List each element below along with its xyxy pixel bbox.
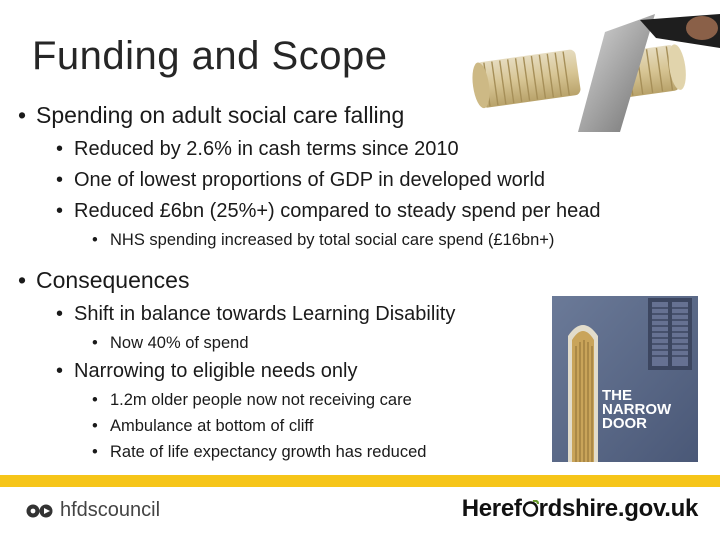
bullet-level3: • Now 40% of spend bbox=[92, 334, 249, 352]
herefordshire-gov-brand: Heref rdshire.gov.uk bbox=[461, 495, 698, 522]
bullet-level2: • One of lowest proportions of GDP in developed world bbox=[56, 169, 546, 191]
bullet-level1: • Consequences bbox=[18, 267, 190, 293]
bullet-level3: • Rate of life expectancy growth has reduced bbox=[92, 443, 427, 461]
narrow-door-photo bbox=[552, 296, 698, 462]
bullet-level2: • Narrowing to eligible needs only bbox=[56, 360, 358, 382]
door-text-the: THE bbox=[602, 387, 632, 404]
hfds-logo-icon bbox=[26, 503, 54, 519]
herefordshire-o-icon bbox=[522, 500, 539, 517]
hfds-council-text: hfdscouncil bbox=[60, 499, 161, 521]
bullet-level3: • 1.2m older people now not receiving care bbox=[92, 391, 412, 409]
bullet-level2: • Shift in balance towards Learning Disability bbox=[56, 303, 456, 325]
bullet-level2: • Reduced by 2.6% in cash terms since 2010 bbox=[56, 138, 459, 160]
hfds-council-brand bbox=[26, 499, 160, 522]
bullet-level3: • NHS spending increased by total social care spend (£16bn+) bbox=[92, 231, 555, 249]
door-text-narrow: NARROW bbox=[602, 401, 672, 418]
slide-title: Funding and Scope bbox=[32, 34, 388, 78]
footer-accent-bar bbox=[0, 475, 720, 487]
bullet-level2: • Reduced £6bn (25%+) compared to steady spend per head bbox=[56, 200, 601, 222]
bullet-level3: • Ambulance at bottom of cliff bbox=[92, 417, 314, 435]
bullet-level1: • Spending on adult social care falling bbox=[18, 102, 405, 128]
door-text-door: DOOR bbox=[602, 415, 647, 432]
